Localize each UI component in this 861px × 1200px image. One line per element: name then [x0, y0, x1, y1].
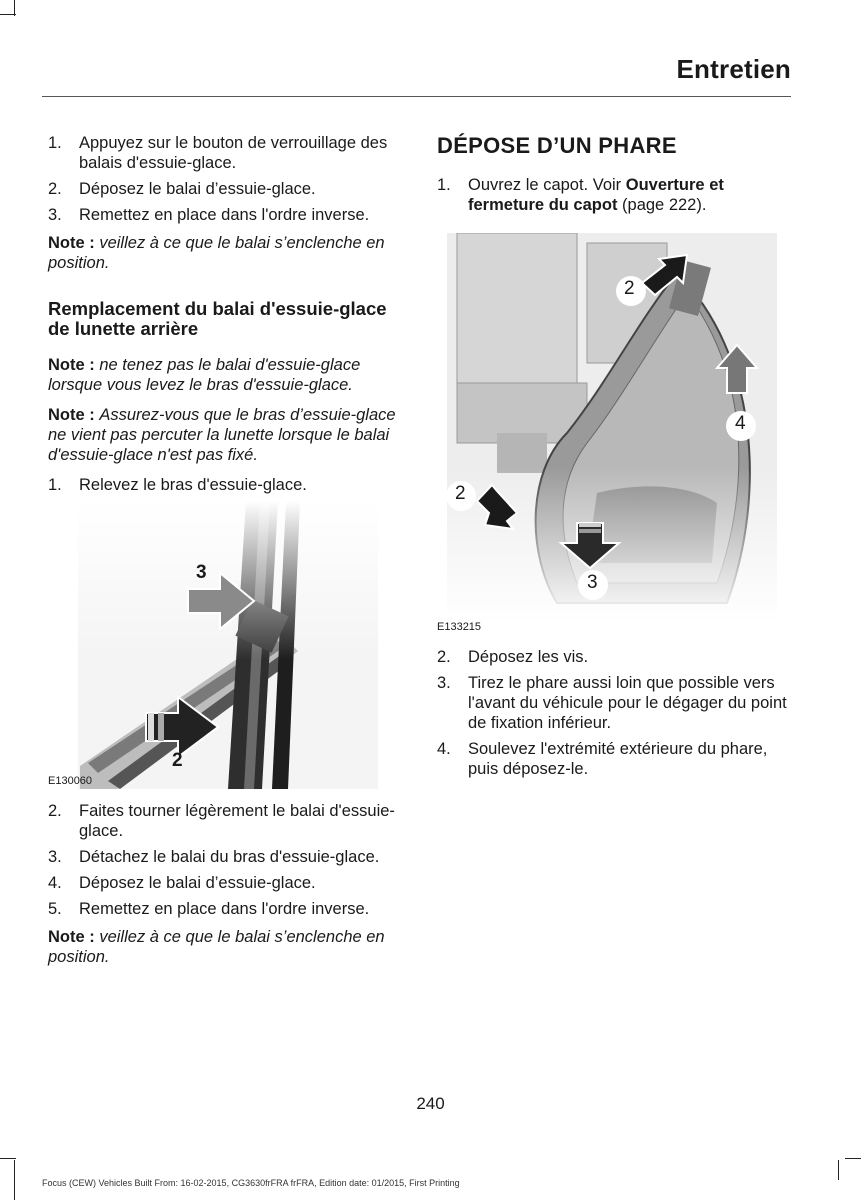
- list-item: [48, 899, 403, 919]
- step-text: [468, 175, 793, 215]
- list-item: [437, 175, 793, 215]
- list-item: [48, 133, 403, 173]
- step-number: 5.: [48, 900, 62, 918]
- step-number: 1.: [437, 176, 451, 194]
- note-label: Note :: [48, 234, 95, 252]
- crop-mark: [14, 1160, 15, 1200]
- step-text-pre: Ouvrez le capot. Voir: [468, 176, 626, 194]
- callout-label: 3: [587, 572, 598, 593]
- step-text-post: (page 222).: [617, 196, 707, 214]
- step-text: Remettez en place dans l'ordre inverse.: [79, 900, 370, 918]
- figure-code: E130060: [48, 775, 93, 787]
- step-number: 4.: [48, 874, 62, 892]
- footer-text: Focus (CEW) Vehicles Built From: 16-02-2015, CG3630frFRA frFRA, Edition date: 01/2015, First Printing: [42, 1178, 460, 1188]
- step-number: 4.: [437, 740, 451, 758]
- headlamp-figure: [437, 233, 793, 637]
- right-column: [437, 133, 793, 785]
- step-text: Détachez le balai du bras d'essuie-glace.: [79, 848, 380, 866]
- list-item: [48, 801, 403, 841]
- step-number: 1.: [48, 134, 62, 152]
- note: [48, 405, 403, 465]
- header-rule: [42, 96, 791, 97]
- note-text: Assurez-vous que le bras d’essuie-glace ne vient pas percuter la lunette lorsque le balai d'essuie-glace n'est pas fixé.: [48, 406, 396, 464]
- step-number: 2.: [48, 180, 62, 198]
- callout-label: 2: [172, 750, 183, 771]
- step-number: 3.: [48, 848, 62, 866]
- figure-code: E133215: [437, 621, 482, 633]
- list-item: [48, 847, 403, 867]
- step-number: 1.: [48, 476, 62, 494]
- note-label: Note :: [48, 356, 95, 374]
- step-text: Tirez le phare aussi loin que possible vers l'avant du véhicule pour le dégager du point de fixation inférieur.: [468, 674, 787, 732]
- note-text: veillez à ce que le balai s’enclenche en position.: [48, 928, 385, 966]
- step-text: Relevez le bras d'essuie-glace.: [79, 476, 307, 494]
- callout-label: 2: [455, 483, 466, 504]
- callout-label: 3: [196, 562, 207, 583]
- list-item: [48, 179, 403, 199]
- step-number: 3.: [437, 674, 451, 692]
- step-number: 3.: [48, 206, 62, 224]
- list-item: [437, 673, 793, 733]
- note-text: ne tenez pas le balai d'essuie-glace lorsque vous levez le bras d'essuie-glace.: [48, 356, 361, 394]
- callout-label: 2: [624, 278, 635, 299]
- step-text: Déposez le balai d’essuie-glace.: [79, 180, 316, 198]
- list-item: [437, 647, 793, 667]
- note-text: veillez à ce que le balai s’enclenche en position.: [48, 234, 385, 272]
- crop-mark: [0, 14, 16, 15]
- cross-reference-link[interactable]: Ouverture et fermeture du capot: [468, 176, 724, 214]
- crop-mark: [0, 1158, 16, 1159]
- step-text: Déposez les vis.: [468, 648, 589, 666]
- list-item: [48, 205, 403, 225]
- page-title: Entretien: [676, 54, 791, 84]
- note-label: Note :: [48, 406, 95, 424]
- wiper-illustration: [48, 501, 403, 789]
- crop-mark: [838, 1160, 839, 1180]
- step-text: Déposez le balai d’essuie-glace.: [79, 874, 316, 892]
- step-number: 2.: [48, 802, 62, 820]
- left-column: [48, 133, 403, 977]
- step-text: Appuyez sur le bouton de verrouillage des balais d'essuie-glace.: [79, 134, 388, 172]
- step-text: Remettez en place dans l'ordre inverse.: [79, 206, 370, 224]
- note: [48, 233, 403, 273]
- wiper-arm-figure: [48, 501, 403, 789]
- note: [48, 355, 403, 395]
- callout-label: 4: [735, 413, 746, 434]
- crop-mark: [845, 1158, 861, 1159]
- note-label: Note :: [48, 928, 95, 946]
- note: [48, 927, 403, 967]
- step-text: Faites tourner légèrement le balai d'essuie-glace.: [79, 802, 395, 840]
- section-title: DÉPOSE D’UN PHARE: [437, 133, 677, 158]
- step-number: 2.: [437, 648, 451, 666]
- list-item: [48, 475, 403, 495]
- subheading: Remplacement du balai d'essuie-glace de lunette arrière: [48, 298, 387, 339]
- list-item: [437, 739, 793, 779]
- list-item: [48, 873, 403, 893]
- step-text: Soulevez l'extrémité extérieure du phare, puis déposez-le.: [468, 740, 768, 778]
- page-number: 240: [416, 1094, 445, 1113]
